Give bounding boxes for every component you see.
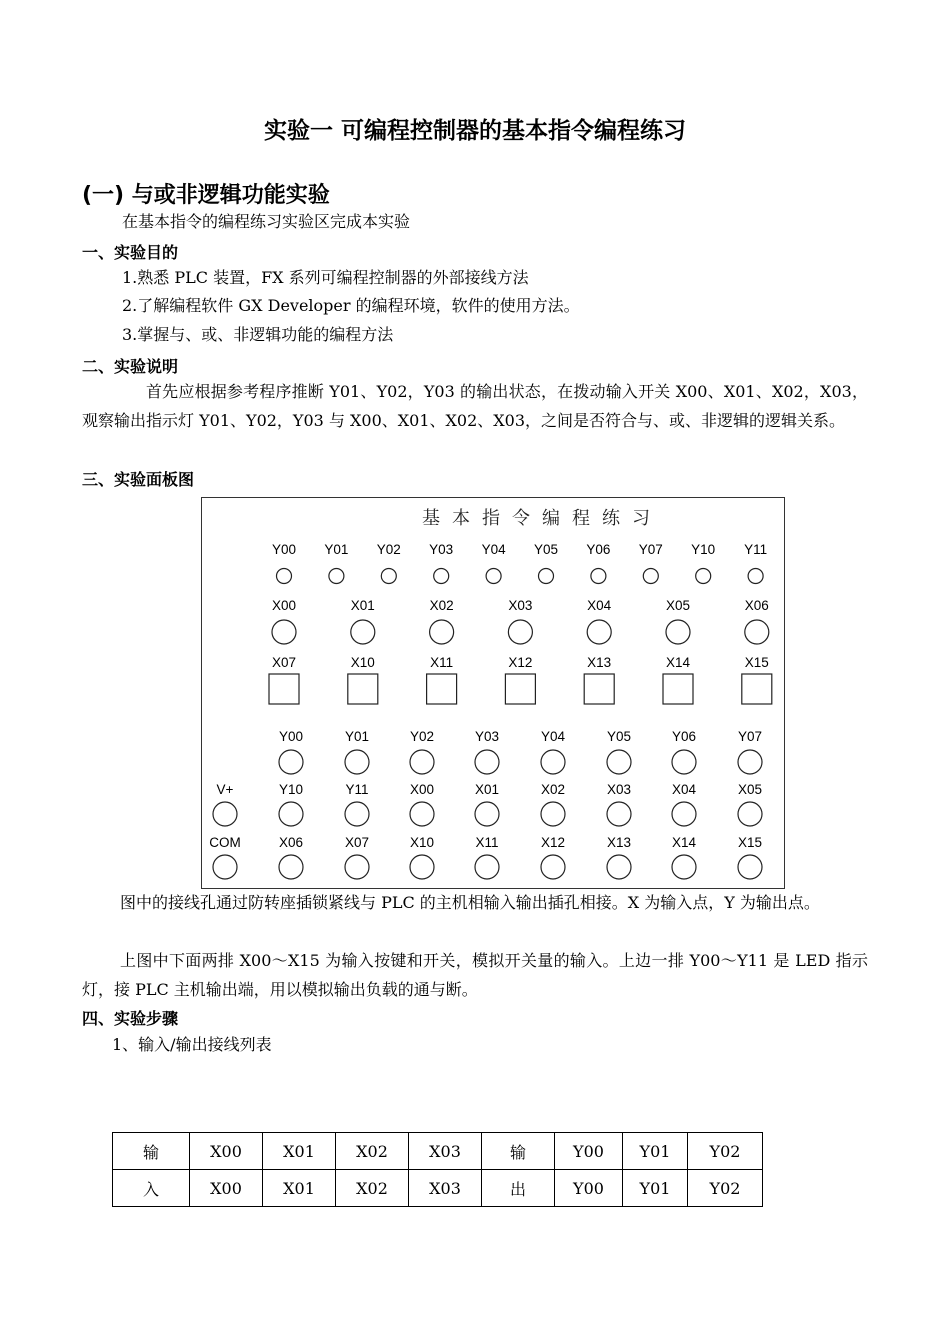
- led-label: Y06: [586, 542, 611, 557]
- terminal-label: X02: [540, 782, 566, 797]
- switch-label: X11: [430, 655, 454, 670]
- input-label-cell: 入: [113, 1170, 190, 1207]
- terminal-jack[interactable]: [475, 802, 499, 826]
- terminal-jack[interactable]: [410, 855, 434, 879]
- terminal-jack[interactable]: [213, 855, 237, 879]
- terminal-jack[interactable]: [541, 855, 565, 879]
- terminal-label: X14: [671, 835, 697, 850]
- table-cell: Y02: [688, 1170, 763, 1207]
- terminal-label: COM: [209, 835, 241, 850]
- terminal-jack[interactable]: [475, 750, 499, 774]
- input-switch[interactable]: [348, 674, 378, 704]
- terminal-label: X10: [409, 835, 435, 850]
- terminal-jack[interactable]: [410, 750, 434, 774]
- table-row: [113, 1133, 763, 1170]
- table-cell: X01: [263, 1133, 336, 1170]
- terminal-label: X13: [606, 835, 632, 850]
- terminal-jack[interactable]: [607, 750, 631, 774]
- led-indicator[interactable]: [539, 569, 554, 584]
- terminal-jack[interactable]: [672, 855, 696, 879]
- table-row: [113, 1170, 763, 1207]
- explain-text: 首先应根据参考程序推断 Y01、Y02，Y03 的输出状态，在拨动输入开关 X00、X01、X02，X03，观察输出指示灯 Y01、Y02，Y03 与 X00、X01、X02、X03，之间是否符合与、或、非逻辑的逻辑关系。: [82, 382, 868, 430]
- table-cell: Y00: [555, 1170, 623, 1207]
- led-indicator[interactable]: [748, 569, 763, 584]
- terminal-label: Y07: [737, 729, 763, 744]
- terminal-label: Y02: [409, 729, 435, 744]
- led-indicator[interactable]: [591, 569, 606, 584]
- purpose-item-2: 2.了解编程软件 GX Developer 的编程环境，软件的使用方法。: [122, 296, 580, 315]
- purpose-heading: 一、实验目的: [82, 243, 179, 262]
- led-label: Y02: [376, 542, 401, 557]
- terminal-jack[interactable]: [738, 802, 762, 826]
- panel-title: 基本指令编程练习: [422, 508, 662, 529]
- table-cell: X02: [336, 1133, 409, 1170]
- terminal-label: X01: [474, 782, 500, 797]
- table-cell: Y02: [688, 1133, 763, 1170]
- panel-description-1: 图中的接线孔通过防转座插锁紧线与 PLC 的主机相输入输出插孔相接。X 为输入点，Y 为输出点。: [120, 893, 820, 912]
- terminal-label: Y10: [278, 782, 304, 797]
- led-label: Y01: [324, 542, 349, 557]
- button-label: X03: [508, 598, 533, 613]
- table-cell: X00: [190, 1133, 263, 1170]
- purpose-item-1: 1.熟悉 PLC 装置，FX 系列可编程控制器的外部接线方法: [122, 268, 529, 287]
- led-indicator[interactable]: [434, 569, 449, 584]
- io-wiring-table: [112, 1132, 763, 1207]
- explain-heading: 二、实验说明: [82, 357, 179, 376]
- terminal-label: Y11: [345, 782, 369, 797]
- terminal-jack[interactable]: [607, 802, 631, 826]
- terminal-jack[interactable]: [475, 855, 499, 879]
- led-label: Y07: [638, 542, 663, 557]
- terminal-jack[interactable]: [672, 750, 696, 774]
- led-label: Y11: [744, 542, 768, 557]
- section-heading: (一) 与或非逻辑功能实验: [82, 183, 330, 208]
- table-cell: X03: [409, 1133, 482, 1170]
- panel-svg: [202, 498, 786, 890]
- input-button[interactable]: [508, 620, 532, 644]
- steps-item-1: 1、输入/输出接线列表: [112, 1035, 272, 1054]
- page-title: 实验一 可编程控制器的基本指令编程练习: [263, 118, 686, 144]
- button-label: X02: [429, 598, 454, 613]
- table-cell: X00: [190, 1170, 263, 1207]
- switch-label: X07: [271, 655, 297, 670]
- led-label: Y05: [533, 542, 559, 557]
- input-label-cell: 输: [113, 1133, 190, 1170]
- table-cell: X02: [336, 1170, 409, 1207]
- switch-label: X13: [587, 655, 612, 670]
- terminal-label: V+: [216, 782, 234, 797]
- button-label: X01: [350, 598, 375, 613]
- input-button[interactable]: [587, 620, 611, 644]
- terminal-jack[interactable]: [345, 855, 369, 879]
- table-cell: X03: [409, 1170, 482, 1207]
- input-switch[interactable]: [584, 674, 614, 704]
- led-indicator[interactable]: [381, 569, 396, 584]
- input-switch[interactable]: [742, 674, 772, 704]
- led-indicator[interactable]: [486, 569, 501, 584]
- led-indicator[interactable]: [329, 569, 344, 584]
- terminal-label: Y01: [344, 729, 370, 744]
- button-label: X00: [271, 598, 297, 613]
- led-indicator[interactable]: [277, 569, 292, 584]
- switch-label: X10: [350, 655, 375, 670]
- input-switch[interactable]: [663, 674, 693, 704]
- terminal-jack[interactable]: [279, 802, 303, 826]
- terminal-jack[interactable]: [213, 802, 237, 826]
- terminal-jack[interactable]: [672, 802, 696, 826]
- terminal-jack[interactable]: [607, 855, 631, 879]
- experiment-panel-diagram: [201, 497, 785, 889]
- input-button[interactable]: [430, 620, 454, 644]
- led-label: Y03: [429, 542, 454, 557]
- terminal-jack[interactable]: [738, 750, 762, 774]
- button-label: X06: [744, 598, 769, 613]
- terminal-jack[interactable]: [541, 802, 565, 826]
- input-button[interactable]: [272, 620, 296, 644]
- input-button[interactable]: [351, 620, 375, 644]
- terminal-label: Y04: [540, 729, 566, 744]
- terminal-jack[interactable]: [279, 750, 303, 774]
- intro-text: 在基本指令的编程练习实验区完成本实验: [122, 212, 411, 231]
- led-label: Y00: [271, 542, 297, 557]
- terminal-jack[interactable]: [541, 750, 565, 774]
- input-button[interactable]: [745, 620, 769, 644]
- input-switch[interactable]: [427, 674, 457, 704]
- panel-heading: 三、实验面板图: [82, 470, 195, 489]
- terminal-jack[interactable]: [279, 855, 303, 879]
- output-label-cell: 出: [482, 1170, 555, 1207]
- terminal-label: Y03: [474, 729, 500, 744]
- terminal-label: X15: [737, 835, 763, 850]
- input-button[interactable]: [666, 620, 690, 644]
- terminal-label: X03: [606, 782, 632, 797]
- led-label: Y04: [481, 542, 506, 557]
- terminal-label: Y00: [278, 729, 304, 744]
- button-label: X04: [587, 598, 612, 613]
- steps-heading: 四、实验步骤: [82, 1009, 179, 1028]
- table-cell: Y00: [555, 1133, 623, 1170]
- table-cell: X01: [263, 1170, 336, 1207]
- led-indicator[interactable]: [643, 569, 658, 584]
- terminal-label: Y05: [606, 729, 632, 744]
- led-indicator[interactable]: [696, 569, 711, 584]
- terminal-label: X04: [671, 782, 697, 797]
- purpose-item-3: 3.掌握与、或、非逻辑功能的编程方法: [122, 325, 394, 344]
- terminal-label: X05: [737, 782, 763, 797]
- terminal-jack[interactable]: [738, 855, 762, 879]
- input-switch[interactable]: [505, 674, 535, 704]
- terminal-jack[interactable]: [345, 750, 369, 774]
- terminal-label: X11: [475, 835, 499, 850]
- table-cell: Y01: [623, 1133, 688, 1170]
- terminal-label: X00: [409, 782, 435, 797]
- switch-label: X14: [665, 655, 691, 670]
- panel-description-2: 上图中下面两排 X00～X15 为输入按键和开关，模拟开关量的输入。上边一排 Y00～Y11 是 LED 指示灯，接 PLC 主机输出端，用以模拟输出负载的通与断。: [82, 951, 868, 999]
- switch-label: X12: [508, 655, 533, 670]
- button-label: X05: [665, 598, 691, 613]
- terminal-label: X07: [344, 835, 370, 850]
- terminal-label: X06: [278, 835, 304, 850]
- terminal-label: Y06: [671, 729, 697, 744]
- terminal-jack[interactable]: [345, 802, 369, 826]
- led-label: Y10: [691, 542, 716, 557]
- terminal-label: X12: [540, 835, 566, 850]
- output-label-cell: 输: [482, 1133, 555, 1170]
- terminal-jack[interactable]: [410, 802, 434, 826]
- input-switch[interactable]: [269, 674, 299, 704]
- switch-label: X15: [744, 655, 769, 670]
- table-cell: Y01: [623, 1170, 688, 1207]
